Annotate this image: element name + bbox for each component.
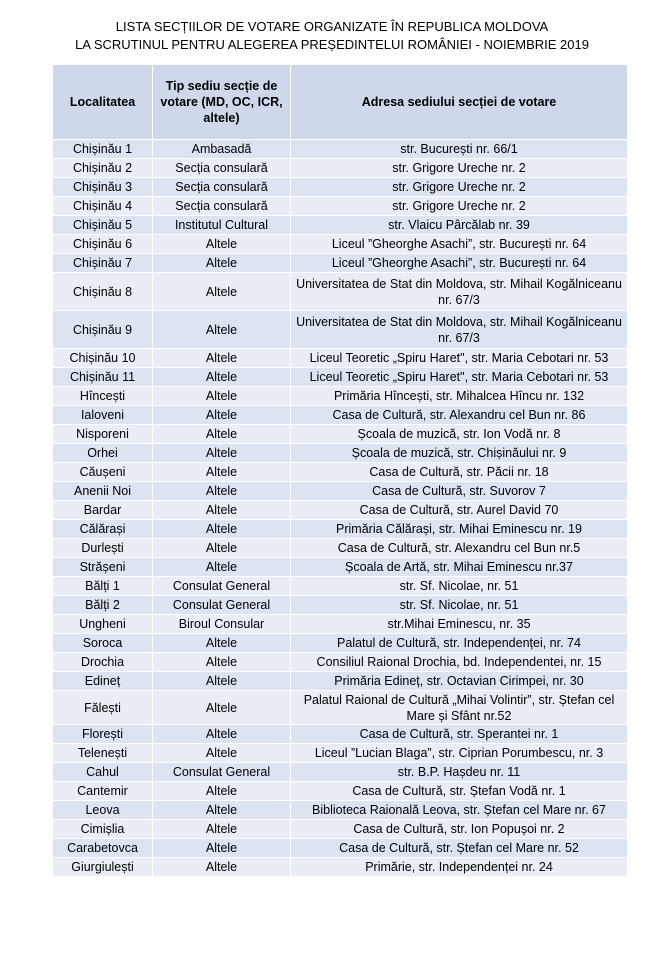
table-row bbox=[53, 387, 628, 406]
cell-localitate: Telenești bbox=[53, 744, 153, 763]
cell-localitate: Giurgiulești bbox=[53, 858, 153, 877]
cell-localitate: Soroca bbox=[53, 634, 153, 653]
title-line-1: LISTA SECȚIILOR DE VOTARE ORGANIZATE ÎN REPUBLICA MOLDOVA bbox=[115, 19, 549, 34]
cell-adresa: Primăria Hîncești, str. Mihalcea Hîncu nr. 132 bbox=[291, 387, 628, 406]
cell-adresa: Școala de muzică, str. Ion Vodă nr. 8 bbox=[291, 425, 628, 444]
cell-tip-sediu: Ambasadă bbox=[153, 140, 291, 159]
cell-tip-sediu: Biroul Consular bbox=[153, 615, 291, 634]
cell-tip-sediu: Altele bbox=[153, 463, 291, 482]
cell-localitate: Strășeni bbox=[53, 558, 153, 577]
table-header-row bbox=[53, 65, 628, 140]
cell-adresa: Liceul ”Lucian Blaga”, str. Ciprian Porumbescu, nr. 3 bbox=[291, 744, 628, 763]
table-row bbox=[53, 501, 628, 520]
cell-adresa: Casa de Cultură, str. Alexandru cel Bun nr.5 bbox=[291, 539, 628, 558]
table-row bbox=[53, 596, 628, 615]
table-row bbox=[53, 763, 628, 782]
column-header-tip-sediu: Tip sediu secție de votare (MD, OC, ICR, altele) bbox=[153, 65, 291, 140]
table-row bbox=[53, 558, 628, 577]
cell-localitate: Chișinău 5 bbox=[53, 216, 153, 235]
table-row bbox=[53, 140, 628, 159]
cell-adresa: Casa de Cultură, str. Aurel David 70 bbox=[291, 501, 628, 520]
table-row bbox=[53, 235, 628, 254]
table-row bbox=[53, 311, 628, 349]
cell-adresa: Palatul Raional de Cultură „Mihai Volintir”, str. Ștefan cel Mare și Sfânt nr.52 bbox=[291, 691, 628, 725]
table-row bbox=[53, 349, 628, 368]
cell-localitate: Chișinău 11 bbox=[53, 368, 153, 387]
cell-localitate: Ungheni bbox=[53, 615, 153, 634]
cell-localitate: Cahul bbox=[53, 763, 153, 782]
title-line-2: LA SCRUTINUL PENTRU ALEGEREA PREȘEDINTELUI ROMÂNIEI - NOIEMBRIE 2019 bbox=[75, 37, 589, 52]
cell-localitate: Chișinău 2 bbox=[53, 159, 153, 178]
cell-tip-sediu: Altele bbox=[153, 254, 291, 273]
cell-adresa: Palatul de Cultură, str. Independenței, nr. 74 bbox=[291, 634, 628, 653]
cell-tip-sediu: Altele bbox=[153, 311, 291, 349]
cell-tip-sediu: Altele bbox=[153, 539, 291, 558]
polling-stations-table-container bbox=[52, 64, 627, 877]
cell-localitate: Chișinău 9 bbox=[53, 311, 153, 349]
cell-adresa: Casa de Cultură, str. Alexandru cel Bun nr. 86 bbox=[291, 406, 628, 425]
cell-localitate: Chișinău 4 bbox=[53, 197, 153, 216]
table-row bbox=[53, 368, 628, 387]
cell-localitate: Bălți 2 bbox=[53, 596, 153, 615]
table-row bbox=[53, 839, 628, 858]
cell-adresa: str. Grigore Ureche nr. 2 bbox=[291, 178, 628, 197]
table-row bbox=[53, 653, 628, 672]
cell-tip-sediu: Altele bbox=[153, 839, 291, 858]
cell-localitate: Chișinău 8 bbox=[53, 273, 153, 311]
cell-tip-sediu: Consulat General bbox=[153, 763, 291, 782]
table-row bbox=[53, 744, 628, 763]
cell-tip-sediu: Altele bbox=[153, 444, 291, 463]
cell-localitate: Drochia bbox=[53, 653, 153, 672]
cell-adresa: Casa de Cultură, str. Ștefan Vodă nr. 1 bbox=[291, 782, 628, 801]
cell-adresa: Școala de muzică, str. Chișinăului nr. 9 bbox=[291, 444, 628, 463]
cell-tip-sediu: Altele bbox=[153, 558, 291, 577]
cell-adresa: Universitatea de Stat din Moldova, str. Mihail Kogălniceanu nr. 67/3 bbox=[291, 311, 628, 349]
cell-localitate: Anenii Noi bbox=[53, 482, 153, 501]
table-row bbox=[53, 406, 628, 425]
cell-localitate: Căușeni bbox=[53, 463, 153, 482]
cell-tip-sediu: Altele bbox=[153, 782, 291, 801]
cell-adresa: Primăria Edineț, str. Octavian Cirimpei, nr. 30 bbox=[291, 672, 628, 691]
cell-localitate: Florești bbox=[53, 725, 153, 744]
cell-tip-sediu: Altele bbox=[153, 368, 291, 387]
cell-adresa: str. Vlaicu Pârcălab nr. 39 bbox=[291, 216, 628, 235]
table-row bbox=[53, 216, 628, 235]
cell-adresa: Casa de Cultură, str. Ștefan cel Mare nr. 52 bbox=[291, 839, 628, 858]
cell-tip-sediu: Consulat General bbox=[153, 577, 291, 596]
cell-adresa: str. Sf. Nicolae, nr. 51 bbox=[291, 577, 628, 596]
cell-tip-sediu: Altele bbox=[153, 425, 291, 444]
column-header-localitate: Localitatea bbox=[53, 65, 153, 140]
cell-adresa: Casa de Cultură, str. Păcii nr. 18 bbox=[291, 463, 628, 482]
cell-localitate: Chișinău 1 bbox=[53, 140, 153, 159]
cell-tip-sediu: Consulat General bbox=[153, 596, 291, 615]
cell-localitate: Ialoveni bbox=[53, 406, 153, 425]
cell-localitate: Durlești bbox=[53, 539, 153, 558]
table-row bbox=[53, 197, 628, 216]
table-row bbox=[53, 520, 628, 539]
table-row bbox=[53, 159, 628, 178]
cell-localitate: Edineț bbox=[53, 672, 153, 691]
cell-localitate: Orhei bbox=[53, 444, 153, 463]
cell-adresa: Liceul Teoretic „Spiru Haret", str. Maria Cebotari nr. 53 bbox=[291, 349, 628, 368]
cell-adresa: Universitatea de Stat din Moldova, str. Mihail Kogălniceanu nr. 67/3 bbox=[291, 273, 628, 311]
table-row bbox=[53, 178, 628, 197]
cell-localitate: Chișinău 3 bbox=[53, 178, 153, 197]
table-row bbox=[53, 634, 628, 653]
polling-stations-table bbox=[52, 64, 628, 877]
cell-adresa: Casa de Cultură, str. Sperantei nr. 1 bbox=[291, 725, 628, 744]
table-row bbox=[53, 820, 628, 839]
cell-adresa: str. Sf. Nicolae, nr. 51 bbox=[291, 596, 628, 615]
table-row bbox=[53, 539, 628, 558]
cell-tip-sediu: Altele bbox=[153, 672, 291, 691]
cell-tip-sediu: Altele bbox=[153, 235, 291, 254]
cell-localitate: Cantemir bbox=[53, 782, 153, 801]
cell-tip-sediu: Altele bbox=[153, 482, 291, 501]
table-row bbox=[53, 273, 628, 311]
cell-tip-sediu: Altele bbox=[153, 801, 291, 820]
cell-tip-sediu: Secția consulară bbox=[153, 197, 291, 216]
table-row bbox=[53, 463, 628, 482]
table-row bbox=[53, 782, 628, 801]
cell-adresa: str. Grigore Ureche nr. 2 bbox=[291, 197, 628, 216]
cell-adresa: str. Grigore Ureche nr. 2 bbox=[291, 159, 628, 178]
cell-tip-sediu: Altele bbox=[153, 820, 291, 839]
cell-tip-sediu: Altele bbox=[153, 349, 291, 368]
cell-tip-sediu: Institutul Cultural bbox=[153, 216, 291, 235]
cell-localitate: Nisporeni bbox=[53, 425, 153, 444]
cell-adresa: Școala de Artă, str. Mihai Eminescu nr.37 bbox=[291, 558, 628, 577]
cell-tip-sediu: Altele bbox=[153, 406, 291, 425]
table-row bbox=[53, 691, 628, 725]
cell-adresa: str. București nr. 66/1 bbox=[291, 140, 628, 159]
table-row bbox=[53, 577, 628, 596]
table-body bbox=[53, 140, 628, 877]
cell-localitate: Bardar bbox=[53, 501, 153, 520]
cell-tip-sediu: Altele bbox=[153, 653, 291, 672]
cell-tip-sediu: Altele bbox=[153, 273, 291, 311]
cell-localitate: Chișinău 10 bbox=[53, 349, 153, 368]
cell-localitate: Carabetovca bbox=[53, 839, 153, 858]
cell-localitate: Fălești bbox=[53, 691, 153, 725]
cell-tip-sediu: Altele bbox=[153, 520, 291, 539]
cell-localitate: Cimișlia bbox=[53, 820, 153, 839]
table-row bbox=[53, 425, 628, 444]
cell-localitate: Călărași bbox=[53, 520, 153, 539]
column-header-adresa: Adresa sediului secției de votare bbox=[291, 65, 628, 140]
cell-adresa: Primăria Călărași, str. Mihai Eminescu nr. 19 bbox=[291, 520, 628, 539]
cell-tip-sediu: Secția consulară bbox=[153, 159, 291, 178]
cell-adresa: str.Mihai Eminescu, nr. 35 bbox=[291, 615, 628, 634]
table-row bbox=[53, 801, 628, 820]
table-row bbox=[53, 615, 628, 634]
cell-adresa: Casa de Cultură, str. Ion Popușoi nr. 2 bbox=[291, 820, 628, 839]
cell-adresa: str. B.P. Hașdeu nr. 11 bbox=[291, 763, 628, 782]
cell-adresa: Primărie, str. Independenței nr. 24 bbox=[291, 858, 628, 877]
document-title bbox=[0, 18, 664, 54]
cell-adresa: Liceul Teoretic „Spiru Haret", str. Maria Cebotari nr. 53 bbox=[291, 368, 628, 387]
cell-tip-sediu: Altele bbox=[153, 387, 291, 406]
table-row bbox=[53, 672, 628, 691]
table-row bbox=[53, 444, 628, 463]
table-row bbox=[53, 858, 628, 877]
cell-localitate: Hîncești bbox=[53, 387, 153, 406]
cell-adresa: Liceul ”Gheorghe Asachi”, str. București nr. 64 bbox=[291, 254, 628, 273]
cell-tip-sediu: Secția consulară bbox=[153, 178, 291, 197]
table-row bbox=[53, 254, 628, 273]
cell-adresa: Consiliul Raional Drochia, bd. Independentei, nr. 15 bbox=[291, 653, 628, 672]
cell-tip-sediu: Altele bbox=[153, 691, 291, 725]
table-row bbox=[53, 482, 628, 501]
cell-tip-sediu: Altele bbox=[153, 725, 291, 744]
cell-tip-sediu: Altele bbox=[153, 634, 291, 653]
cell-tip-sediu: Altele bbox=[153, 744, 291, 763]
cell-localitate: Chișinău 6 bbox=[53, 235, 153, 254]
table-row bbox=[53, 725, 628, 744]
cell-adresa: Biblioteca Raională Leova, str. Ștefan cel Mare nr. 67 bbox=[291, 801, 628, 820]
cell-tip-sediu: Altele bbox=[153, 858, 291, 877]
cell-tip-sediu: Altele bbox=[153, 501, 291, 520]
cell-adresa: Casa de Cultură, str. Suvorov 7 bbox=[291, 482, 628, 501]
cell-adresa: Liceul ”Gheorghe Asachi”, str. București nr. 64 bbox=[291, 235, 628, 254]
cell-localitate: Bălți 1 bbox=[53, 577, 153, 596]
cell-localitate: Chișinău 7 bbox=[53, 254, 153, 273]
cell-localitate: Leova bbox=[53, 801, 153, 820]
